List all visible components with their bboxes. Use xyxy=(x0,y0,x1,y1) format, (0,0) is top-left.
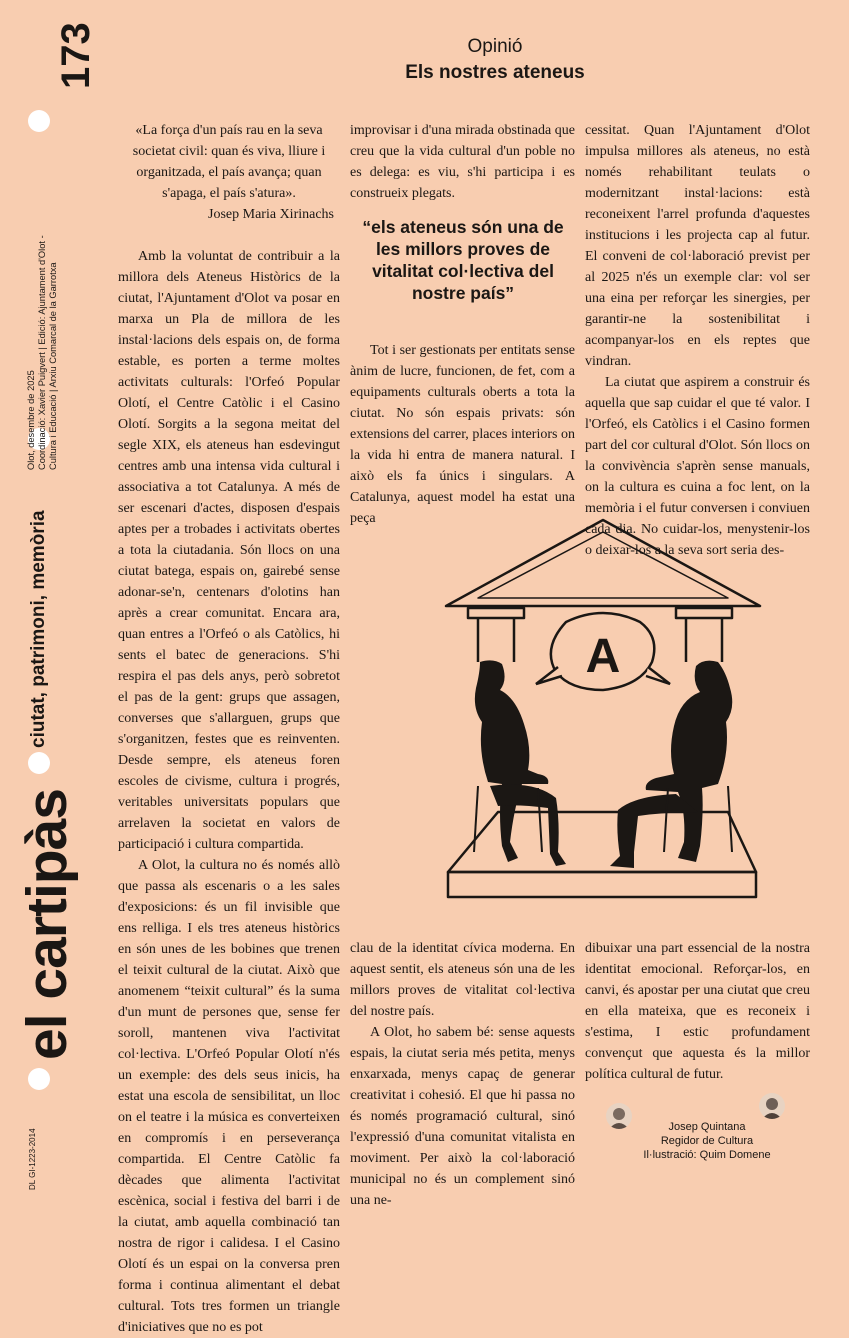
credits-line: Coordinació: Xavier Puigvert | Edició: Ajuntament d'Olot - xyxy=(37,235,47,470)
signature xyxy=(612,1120,802,1162)
column-capital xyxy=(468,608,524,618)
credits xyxy=(26,150,59,470)
paragraph: dibuixar una part essencial de la nostra identitat emocional. Reforçar-los, en canvi, és apostar per una ciutat que creu en ella mateixa, que es reconeix i s'estima, I estic profundament convençut que aquesta és la millor política cultural de futur. xyxy=(585,941,810,1082)
pull-quote: “els ateneus són una de les millors proves de vitalitat col·lectiva del nostre país” xyxy=(362,217,564,303)
illustrator-credit: Il·lustració: Quim Domene xyxy=(643,1149,771,1161)
page-title: Els nostres ateneus xyxy=(405,62,585,83)
author-name: Josep Quintana xyxy=(668,1121,746,1133)
column-capital xyxy=(676,608,732,618)
epigraph-author: Josep Maria Xirinachs xyxy=(208,207,334,222)
pediment xyxy=(446,520,760,606)
subtitle: ciutat, patrimoni, memòria xyxy=(28,510,49,748)
dot-icon xyxy=(28,1068,50,1090)
pediment-inner xyxy=(478,532,728,598)
bubble-letter: A xyxy=(585,630,621,683)
credits-line: Cultura i Educació | Arxiu Comarcal de la Garrotxa xyxy=(48,262,58,470)
dot-icon xyxy=(28,752,50,774)
stage-top xyxy=(448,812,756,872)
credits-line: Olot, desembre de 2025 xyxy=(26,370,36,470)
brand-logo: el cartipàs xyxy=(15,789,79,1060)
man-figure xyxy=(610,661,732,868)
column-3 xyxy=(585,120,810,561)
ateneu-illustration xyxy=(438,512,768,914)
column-2-lower xyxy=(350,340,575,529)
paragraph: Tot i ser gestionats per entitats sense ànim de lucre, funcionen, de fet, com a equipaments culturals oberts a tota la ciutat. No són espais privats: són extensions del carrer, places interiors on la vida hi entra de manera natural. I això els fa únics i singulars. A Catalunya, aquest model ha estat una peça xyxy=(350,343,575,526)
paragraph: cessitat. Quan l'Ajuntament d'Olot impulsa millores als ateneus, no està només rehabilitant teulats o modernitzant instal·lacions: està reconeixent l'arrel profunda d'aquestes institucions i les projecta cap al futur. El conveni de col·laboració previst per al 2025 n'és un exemple clar: vol ser una eina per reforçar les sinergies, per garantir-ne la sostenibilitat i acompanyar-los en els reptes que vindran. xyxy=(585,123,810,369)
woman-figure xyxy=(475,660,566,866)
illustrator-portrait-icon xyxy=(759,1093,785,1119)
epigraph xyxy=(118,120,340,225)
dot-icon xyxy=(28,110,50,132)
paragraph: Amb la voluntat de contribuir a la millora dels Ateneus Històrics de la ciutat, l'Ajuntament d'Olot va posar en marxa un Pla de millora de les instal·lacions dels espais on, de forma estable, es porten a terme moltes activitats culturals: l'Orfeó Popular Olotí, el Centre Catòlic i el Casino Olotí. Sorgits a la segona meitat del segle XIX, els ateneus han esdevingut centres amb una intensa vida cultural i associativa a tot Catalunya. A més de ser escenari d'actes, disposen d'espais aptes per a trobades i activitats obertes a tota la ciutadania. Són llocs on una ciutat batega, espais on, gairebé sense adonar-se'n, centenars d'olotins han après a crear comunitat. Encara ara, quan entres a l'Orfeó o als Catòlics, hi sents el batec de generacions. S'hi respira el pas dels anys, però sobretot el pas de la gent: grups que assagen, converses que s'allarguen, grups que s'organitzen, festes que es reinventen. Desde sempre, els ateneus foren escoles de civisme, cultura i progrés, veritables universitats populars que arrelaven la societat en valors de participació i cultura compartida. xyxy=(118,249,340,852)
paragraph: improvisar i d'una mirada obstinada que creu que la vida cultural d'un poble no es delega: es viu, s'hi participa i es construeix plegats. xyxy=(350,123,575,201)
column-2 xyxy=(350,120,575,204)
section-label: Opinió xyxy=(467,36,523,57)
issue-number: 173 xyxy=(54,22,98,89)
epigraph-text: «La força d'un país rau en la seva societat civil: quan és viva, lliure i organitzada, el país avança; quan s'apaga, el país s'atura». xyxy=(132,123,326,201)
paragraph: A Olot, ho sabem bé: sense aquests espais, la ciutat seria més petita, menys enxarxada, menys capaç de generar creativitat i cohesió. El que hi passa no és només programació cultural, sinó l'expressió d'una comunitat vitalista en moviment. Per això la col·laboració municipal no és un complement sinó una ne- xyxy=(350,1025,575,1208)
stage-front xyxy=(448,872,756,897)
column-2-bottom xyxy=(350,938,575,1211)
legal-deposit: DL GI-1223-2014 xyxy=(28,1128,37,1190)
author-role: Regidor de Cultura xyxy=(660,1135,754,1147)
paragraph: A Olot, la cultura no és només allò que passa als escenaris o a les sales d'exposicions: és un fil invisible que ens relliga. I els tres ateneus històrics en són unes de les bobines que trenen el teixit cultural de la ciutat. Això que anomenem “teixit cultural” és la suma d'un munt de persones que, sense fer soroll, mantenen viva l'activitat col·lectiva. L'Orfeó Popular Olotí n'és un exemple: des dels seus inicis, ha estat una escola de sensibilitat, un lloc on el teatre i la música es converteixen en compromís i en perseverança compartida. El Centre Catòlic fa dècades que alimenta l'activitat escènica, social i festiva del barri i de la ciutat, amb aquella combinació tan nostra de rigor i calidesa. I el Casino Olotí és un espai on la conversa pren forma i continua alimentant el debat cultural. Tots tres formen un triangle d'iniciatives que no es pot xyxy=(118,858,340,1335)
column-1 xyxy=(118,120,340,1338)
column-3-bottom xyxy=(585,938,810,1085)
sidebar xyxy=(0,0,118,1200)
paragraph: clau de la identitat cívica moderna. En aquest sentit, els ateneus són una de les millors proves de vitalitat col·lectiva del nostre país. xyxy=(350,941,575,1019)
paragraph: La ciutat que aspirem a construir és aquella que sap cuidar el que té valor. I l'Orfeó, els Catòlics i el Casino formen part del cor cultural d'Olot. Són llocs on la convivència s'aprèn sense manuals, on la cultura es cuina a foc lent, on la memòria i el futur conversen i conviuen cada dia. No cuidar-los, menystenir-los o deixar-los a la seva sort seria des- xyxy=(585,375,810,558)
